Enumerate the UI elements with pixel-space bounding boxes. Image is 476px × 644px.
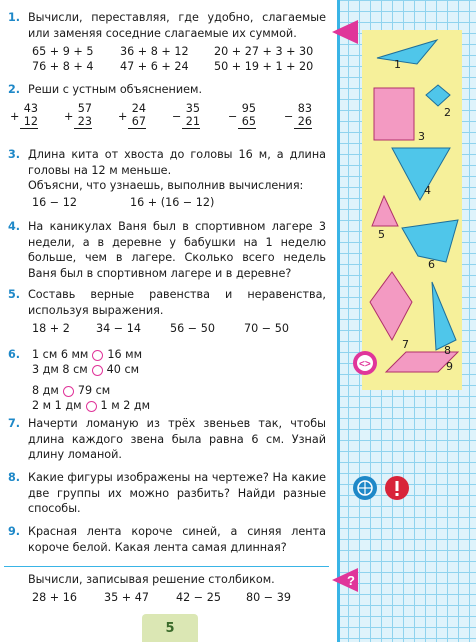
expr: 50 + 19 + 1 + 20: [214, 60, 314, 73]
figure-label: 9: [446, 360, 453, 373]
task-4: [8, 219, 326, 281]
expr: 16 + (16 − 12): [130, 196, 215, 209]
column-problem: [294, 102, 312, 129]
operation-sign: −: [228, 110, 238, 123]
task-7: [8, 416, 326, 463]
expr: 70 − 50: [244, 322, 289, 335]
task-number: 6.: [8, 348, 21, 361]
task-number: 4.: [8, 220, 21, 233]
task-3: [8, 147, 326, 194]
operation-sign: +: [64, 110, 74, 123]
figure-rhombus-7: [370, 272, 412, 340]
operand-top: 43: [23, 102, 38, 115]
compare-circle[interactable]: [92, 350, 103, 361]
value-left: 1 см 6 мм: [32, 348, 89, 361]
expr: 56 − 50: [170, 322, 215, 335]
operand-bottom: 26: [297, 115, 312, 128]
expr: 36 + 8 + 12: [120, 45, 189, 58]
task-text: Реши с устным объяснением.: [28, 83, 203, 96]
operand-top: 35: [185, 102, 200, 115]
column-problem: [74, 102, 92, 129]
expr: 16 − 12: [32, 196, 77, 209]
svg-text:<>: <>: [359, 359, 371, 370]
expr: 34 − 14: [96, 322, 141, 335]
task-text: Вычисли, переставляя, где удобно, слагаемые или заменяя соседние слагаемые их суммой.: [28, 11, 326, 40]
figure-square-2: [426, 85, 450, 106]
value-left: 8 дм: [32, 384, 59, 397]
figure-label: 6: [428, 258, 435, 271]
figure-rectangle-3: [374, 88, 414, 140]
globe-icon[interactable]: [352, 475, 378, 501]
task-text: На каникулах Ваня был в спортивном лагере 3 недели, а в деревне у бабушки на 1 неделю больше, чем в лагере. Сколько всего недель Ваня был в спортивном лагере и в деревне?: [28, 220, 326, 280]
operand-bottom: 23: [77, 115, 92, 128]
column-problem: [238, 102, 256, 129]
compare-row: [32, 383, 110, 398]
value-left: 3 дм 8 см: [32, 363, 88, 376]
operation-sign: +: [10, 110, 20, 123]
figure-triangle-5: [372, 196, 398, 226]
task-text: Начерти ломаную из трёх звеньев так, чтобы длина каждого звена была равна 6 см. Узнай длину ломаной.: [28, 417, 326, 462]
operand-bottom: 67: [131, 115, 146, 128]
expr: 42 − 25: [176, 591, 221, 604]
figure-triangle-1: [377, 40, 437, 64]
column-problem: [128, 102, 146, 129]
expr: 35 + 47: [104, 591, 149, 604]
compare-circle[interactable]: [86, 401, 97, 412]
value-right: 16 мм: [107, 348, 143, 361]
task-number: 9.: [8, 525, 21, 538]
task-text: Составь верные равенства и неравенства, используя выражения.: [28, 288, 326, 317]
result-line: [74, 128, 92, 129]
compare-row: [32, 347, 142, 362]
result-line: [128, 128, 146, 129]
operand-bottom: 12: [23, 115, 38, 128]
question-marker-icon[interactable]: [330, 566, 360, 594]
operand-top: 24: [131, 102, 146, 115]
figure-label: 1: [394, 58, 401, 71]
expr: 65 + 9 + 5: [32, 45, 94, 58]
figure-label: 2: [444, 106, 451, 119]
compare-circle[interactable]: [92, 365, 103, 376]
value-right: 79 см: [77, 384, 111, 397]
pink-marker-icon: [330, 18, 360, 46]
task-1: [8, 10, 326, 41]
warning-icon[interactable]: [384, 475, 410, 501]
task-text: Длина кита от хвоста до головы 16 м, а длина головы на 12 м меньше.: [28, 148, 326, 177]
figure-label: 5: [378, 228, 385, 241]
task-8: [8, 470, 326, 517]
task-5: [8, 287, 326, 318]
task-number: 7.: [8, 417, 21, 430]
figure-label: 8: [444, 344, 451, 357]
figure-label: 4: [424, 184, 431, 197]
task-number: 1.: [8, 11, 21, 24]
task-number: 5.: [8, 288, 21, 301]
task-2: [8, 82, 326, 98]
operation-sign: +: [118, 110, 128, 123]
expr: 47 + 6 + 24: [120, 60, 189, 73]
result-line: [294, 128, 312, 129]
operation-sign: −: [172, 110, 182, 123]
task-number: 2.: [8, 83, 21, 96]
expr: 80 − 39: [246, 591, 291, 604]
compare-row: [32, 398, 150, 413]
result-line: [20, 128, 38, 129]
operand-top: 57: [77, 102, 92, 115]
figure-label: 3: [418, 130, 425, 143]
task-number: 8.: [8, 471, 21, 484]
task-text: Красная лента короче синей, а синяя лента короче белой. Какая лента самая длинная?: [28, 525, 326, 554]
task-9: [8, 524, 326, 555]
expr: 28 + 16: [32, 591, 77, 604]
page-number: 5: [142, 614, 198, 642]
task-number: 3.: [8, 148, 21, 161]
compare-row: [32, 362, 139, 377]
figure-triangle-4: [392, 148, 450, 200]
figure-quad-6: [402, 220, 458, 262]
margin-edge: [337, 0, 340, 642]
compare-circle[interactable]: [63, 386, 74, 397]
expr: 20 + 27 + 3 + 30: [214, 45, 314, 58]
column-problem: [20, 102, 38, 129]
operand-top: 95: [241, 102, 256, 115]
operand-bottom: 65: [241, 115, 256, 128]
result-line: [238, 128, 256, 129]
task-text-2: Объясни, что узнаешь, выполнив вычисления:: [28, 179, 304, 193]
figure-label: 7: [402, 338, 409, 351]
task-text: Вычисли, записывая решение столбиком.: [28, 573, 275, 586]
operation-sign: −: [284, 110, 294, 123]
expr: 18 + 2: [32, 322, 70, 335]
operand-top: 83: [297, 102, 312, 115]
extra-task: [8, 572, 326, 588]
operand-bottom: 21: [185, 115, 200, 128]
value-right: 1 м 2 дм: [100, 399, 151, 412]
value-left: 2 м 1 дм: [32, 399, 82, 412]
column-problem: [182, 102, 200, 129]
section-divider: [4, 566, 329, 567]
value-right: 40 см: [106, 363, 140, 376]
expr: 76 + 8 + 4: [32, 60, 94, 73]
figures-drawing: [362, 30, 462, 390]
figure-triangle-8: [432, 282, 456, 350]
task-text: Какие фигуры изображены на чертеже? На какие две группы их можно разбить? Найди разные способы.: [28, 471, 326, 516]
compare-icon[interactable]: [352, 350, 378, 376]
svg-text:?: ?: [347, 573, 355, 588]
result-line: [182, 128, 200, 129]
